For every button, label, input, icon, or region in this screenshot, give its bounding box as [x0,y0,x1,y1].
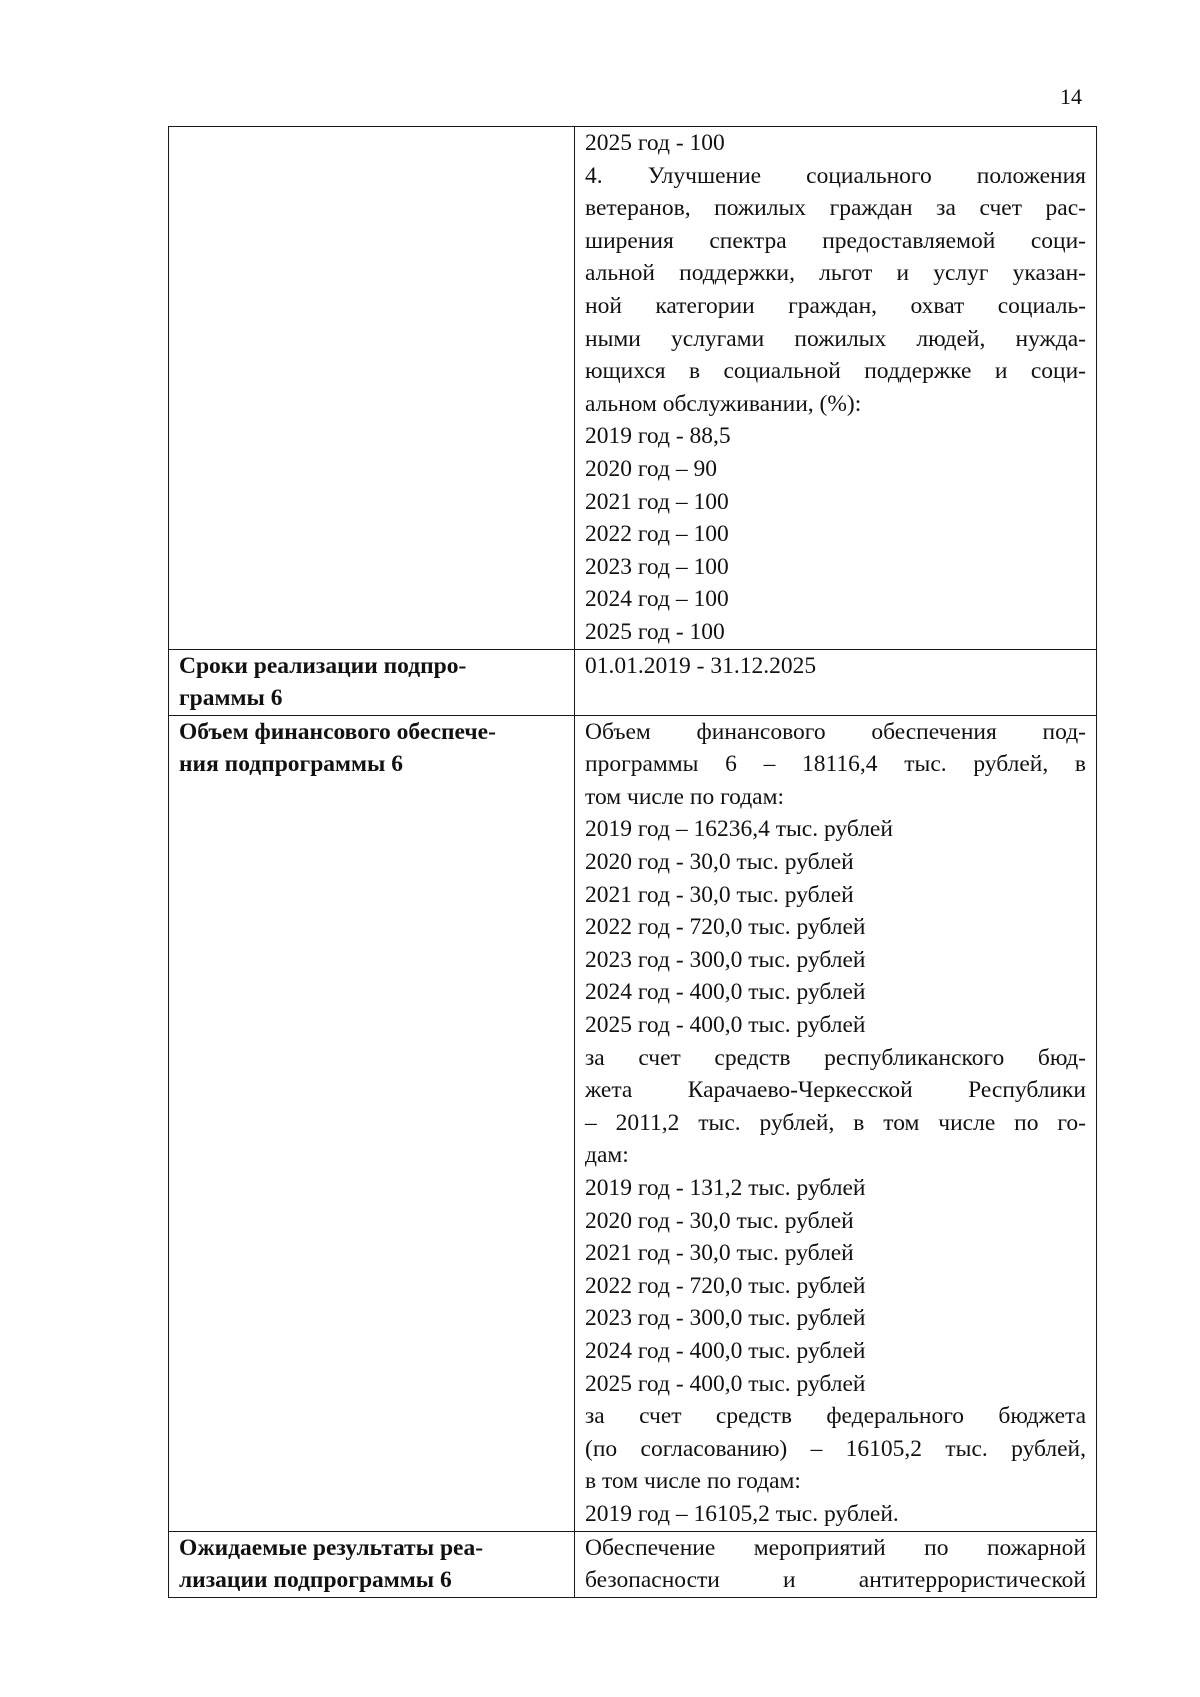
row-value-cell [575,715,1097,1531]
row-label-cell [169,127,575,650]
value-line: 2020 год – 90 [585,455,717,482]
row-value-cell [575,1531,1097,1597]
row-label-cell [169,1531,575,1597]
value-line: 2025 год - 400,0 тыс. рублей [585,1370,866,1397]
passport-table [168,126,1097,1598]
value-line: 2025 год - 100 [585,130,725,156]
page-number: 14 [1060,84,1082,109]
value-line: 2025 год - 400,0 тыс. рублей [585,1012,866,1039]
table-row-financing [169,715,1097,1531]
value-line: 2020 год - 30,0 тыс. рублей [585,849,854,876]
value-line: 2024 год - 400,0 тыс. рублей [585,1337,866,1364]
value-line: жета Карачаево-Черкесской Республики [585,1077,1086,1104]
value-line: 2022 год - 720,0 тыс. рублей [585,914,866,941]
row-value-cell [575,649,1097,715]
value-line: 2024 год – 100 [585,586,729,613]
value-line: ными услугами пожилых людей, нужда- [585,325,1086,352]
value-line: ветеранов, пожилых граждан за счет рас- [585,195,1086,222]
row-value-cell [575,127,1097,650]
value-line: 2021 год - 30,0 тыс. рублей [585,881,854,908]
value-line: дам: [585,1142,629,1169]
value-line: 2022 год – 100 [585,521,729,548]
value-line: 2019 год – 16236,4 тыс. рублей [585,816,893,843]
value-line: 2019 год - 88,5 [585,423,731,450]
table-row-results [169,1531,1097,1597]
value-line: – 2011,2 тыс. рублей, в том числе по го- [585,1109,1086,1136]
value-line: 2023 год - 300,0 тыс. рублей [585,946,866,973]
value-line: (по согласованию) – 16105,2 тыс. рублей, [585,1435,1086,1462]
label-line: Объем финансового обеспече- [179,718,496,745]
value-line: ной категории граждан, охват социаль- [585,292,1086,319]
value-line: безопасности и антитеррористической [585,1567,1086,1594]
label-line: Сроки реализации подпро- [179,652,467,679]
value-line: 2024 год - 400,0 тыс. рублей [585,979,866,1006]
value-line: альном обслуживании, (%): [585,390,862,417]
label-line: Ожидаемые результаты реа- [179,1534,484,1561]
value-line: 2023 год – 100 [585,553,729,580]
value-line: 2023 год - 300,0 тыс. рублей [585,1305,866,1332]
table-row-indicators [169,127,1097,650]
value-line: Объем финансового обеспечения под- [585,718,1086,745]
row-label-cell [169,649,575,715]
value-line: 2020 год - 30,0 тыс. рублей [585,1207,854,1234]
value-line: 2021 год - 30,0 тыс. рублей [585,1240,854,1267]
label-line: граммы 6 [179,685,283,712]
value-line: программы 6 – 18116,4 тыс. рублей, в [585,751,1086,778]
value-line: в том числе по годам: [585,1468,801,1495]
label-line: ния подпрограммы 6 [179,751,404,778]
value-line: 2019 год - 131,2 тыс. рублей [585,1175,866,1201]
value-line: за счет средств республиканского бюд- [585,1044,1086,1071]
value-line: 2021 год – 100 [585,488,729,515]
table-row-period [169,649,1097,715]
label-line: лизации подпрограммы 6 [179,1567,452,1594]
value-line: 2025 год - 100 [585,618,725,645]
row-label-cell [169,715,575,1531]
value-line: 2022 год - 720,0 тыс. рублей [585,1272,866,1299]
value-line: 4. Улучшение социального положения [585,162,1086,189]
value-line: 01.01.2019 - 31.12.2025 [585,652,817,679]
value-line: за счет средств федерального бюджета [585,1403,1086,1430]
value-line: том числе по годам: [585,783,784,810]
value-line: ющихся в социальной поддержке и соци- [585,358,1086,385]
value-line: Обеспечение мероприятий по пожарной [585,1534,1086,1561]
value-line: ширения спектра предоставляемой соци- [585,227,1086,254]
value-line: альной поддержки, льгот и услуг указан- [585,260,1086,287]
value-line: 2019 год – 16105,2 тыс. рублей. [585,1500,899,1527]
